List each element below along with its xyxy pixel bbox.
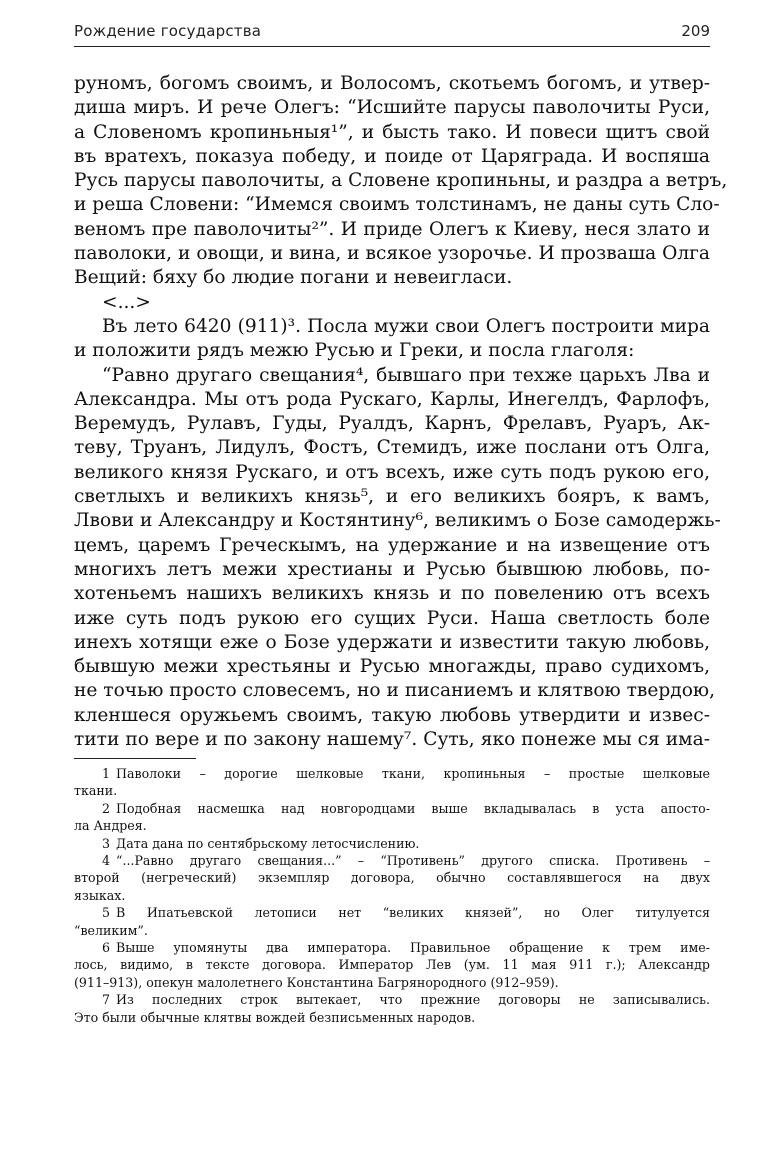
footnote-text: В Ипатьевской летописи нет “великих князей”, но Олег титулуется bbox=[116, 905, 710, 921]
footnote-text: языках. bbox=[74, 887, 126, 903]
footnote-number: 4 bbox=[102, 853, 111, 869]
text-line: бывшую межи хрестьяны и Русью многажды, право судихомъ, bbox=[74, 656, 710, 678]
footnote-divider bbox=[74, 758, 196, 759]
text-line: иже суть подъ рукою его сущих Руси. Наша светлость боле bbox=[74, 607, 710, 629]
header-divider bbox=[74, 46, 710, 47]
running-title: Рождение государства bbox=[74, 22, 262, 40]
text-line: многихъ летъ межи хрестианы и Русью бывшюю любовь, по- bbox=[74, 558, 710, 580]
text-line: въ вратехъ, показуа победу, и поиде от Царяграда. И воспяша bbox=[74, 145, 710, 167]
text-line: кленшеся оружьемъ своимъ, такую любовь утвердити и извес- bbox=[74, 704, 710, 726]
footnote-text: ткани. bbox=[74, 783, 118, 799]
footnote-5 bbox=[74, 904, 710, 921]
footnote-text: “великим”. bbox=[74, 922, 148, 938]
footnote-text: второй (негреческий) экземпляр договора, обычно составлявшегося на двух bbox=[74, 870, 710, 886]
footnote-number: 2 bbox=[102, 800, 111, 816]
footnote-text: Выше упомянуты два императора. Правильное обращение к трем име- bbox=[116, 940, 710, 956]
text-line: Вещий: бяху бо людие погани и невеигласи. bbox=[74, 267, 513, 289]
footnote-6 bbox=[74, 939, 710, 956]
text-line: великого князя Рускаго, и отъ всехъ, иже суть подъ рукою его, bbox=[74, 461, 710, 483]
footnote-number: 7 bbox=[102, 992, 111, 1008]
text-line: хотеньемъ нашихъ великихъ князь и по повелению отъ всехъ bbox=[74, 583, 710, 605]
footnote-text: лось, видимо, в тексте договора. Император Лев (ум. 11 мая 911 г.); Александр bbox=[74, 957, 710, 973]
footnote-3 bbox=[74, 835, 710, 852]
footnote-1 bbox=[74, 765, 710, 782]
footnote-text: (911–913), опекун малолетнего Константина Багрянородного (912–959). bbox=[74, 974, 559, 990]
text-line: веномъ пре паволочиты²”. И приде Олегъ к Киеву, неся злато и bbox=[74, 218, 710, 240]
footnote-4 bbox=[74, 852, 710, 869]
text-line: Лвови и Александру и Костянтину⁶, великимъ о Бозе самодержь- bbox=[74, 510, 721, 532]
omission-mark: <...> bbox=[102, 291, 151, 313]
text-line: Въ лето 6420 (911)³. Посла мужи свои Олегъ построити мира bbox=[102, 315, 710, 337]
text-line: “Равно другаго свещания⁴, бывшаго при техже царьхъ Лва и bbox=[102, 364, 710, 386]
text-line: Веремудъ, Рулавъ, Гуды, Руалдъ, Карнъ, Фрелавъ, Руаръ, Ак- bbox=[74, 413, 710, 435]
text-line: инехъ хотящи еже о Бозе удержати и известити такую любовь, bbox=[74, 631, 710, 653]
footnote-text: ла Андрея. bbox=[74, 818, 147, 834]
text-line: и положити рядъ межю Русью и Греки, и посла глаголя: bbox=[74, 340, 635, 362]
text-line: руномъ, богомъ своимъ, и Волосомъ, скотьемъ богомъ, и утвер- bbox=[74, 73, 710, 94]
text-line: светлыхъ и великихъ князь⁵, и его великихъ бояръ, к вамъ, bbox=[74, 486, 710, 508]
footnote-text: “...Равно другаго свещания...” – “Противень” другого списка. Противень – bbox=[116, 853, 710, 869]
text-line: диша миръ. И рече Олегъ: “Исшийте парусы паволочиты Руси, bbox=[74, 97, 710, 119]
footnote-text: Это были обычные клятвы вождей безписьменных народов. bbox=[74, 1009, 476, 1025]
footnote-text: Дата дана по сентябрьскому летосчислению. bbox=[116, 835, 420, 851]
text-line: цемъ, царемъ Греческымъ, на удержание и на извещение отъ bbox=[74, 534, 710, 556]
text-line: не точью просто словесемъ, но и писаниемъ и клятвою твердою, bbox=[74, 680, 716, 702]
text-line: и реша Словени: “Имемся своимъ толстинамъ, не даны суть Сло- bbox=[74, 194, 720, 216]
text-line: теву, Труанъ, Лидулъ, Фостъ, Стемидъ, иже послани отъ Олга, bbox=[74, 437, 710, 459]
footnote-number: 6 bbox=[102, 940, 111, 956]
text-line: Русь парусы паволочиты, а Словене кропиньны, и раздра а ветръ, bbox=[74, 170, 728, 192]
running-header bbox=[74, 20, 710, 44]
footnote-text: Паволоки – дорогие шелковые ткани, кропиньныя – простые шелковые bbox=[116, 766, 710, 781]
footnote-number: 5 bbox=[102, 905, 111, 921]
text-line: тити по вере и по закону нашему⁷. Суть, яко понеже мы ся има- bbox=[74, 729, 710, 751]
main-text bbox=[74, 72, 728, 752]
page-number: 209 bbox=[681, 22, 710, 40]
footnote-text: Из последних строк вытекает, что прежние договоры не записывались. bbox=[116, 992, 710, 1008]
text-line: Александра. Мы отъ рода Рускаго, Карлы, Инегелдъ, Фарлофъ, bbox=[74, 388, 710, 410]
text-line: паволоки, и овощи, и вина, и всякое узорочье. И прозваша Олга bbox=[74, 243, 710, 265]
footnote-text: Подобная насмешка над новгородцами выше вкладывалась в уста апосто- bbox=[116, 800, 710, 816]
text-line: а Словеномъ кропиньныя¹”, и бысть тако. И повеси щитъ свой bbox=[74, 121, 710, 143]
footnotes bbox=[74, 765, 710, 1026]
footnote-2 bbox=[74, 800, 710, 817]
footnote-number: 3 bbox=[102, 835, 111, 851]
footnote-7 bbox=[74, 991, 710, 1008]
footnote-number: 1 bbox=[102, 766, 111, 781]
